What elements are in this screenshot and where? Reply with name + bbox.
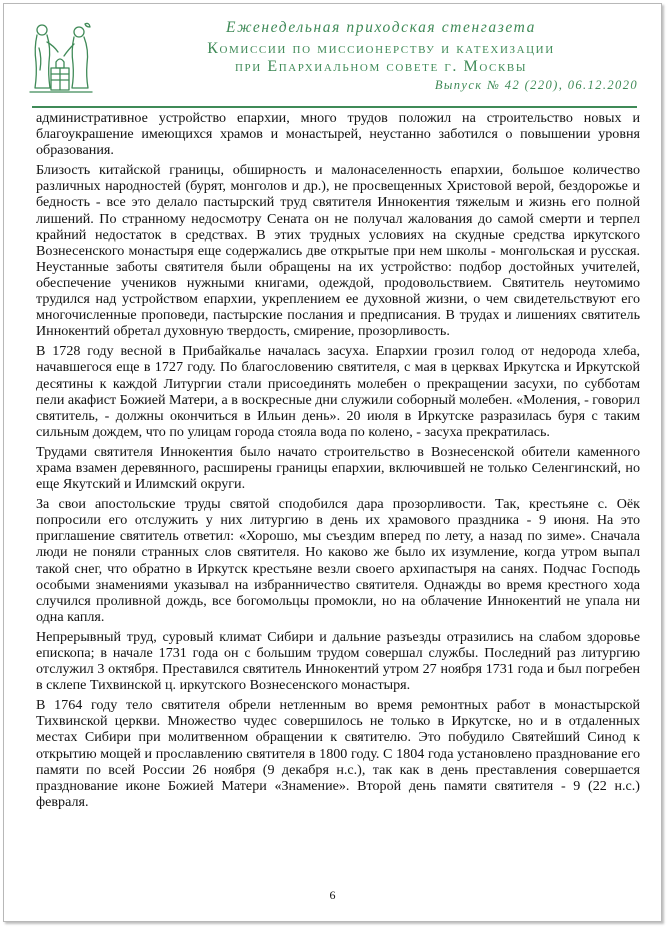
- paragraph: За свои апостольские труды святой сподобился дара прозорливости. Так, крестьяне с. Оёк попросили его отслужить у них литургию в день их храмового праздника - 9 июня. На это приглашение святитель ответил: «Хорошо, мы съездим вперед по лету, а назад по зиме». Сначала люди не поняли странных слов святителя. Но каково же было их изумление, когда утром выпал такой снег, что обратно в Иркутск крестьяне везли своего архипастыря на санях. Подчас Господь особыми знамениями указывал на избранничество святителя. Однажды во время крестного хода случился проливной дождь, все богомольцы промокли, но на облачение Иннокентий не упала ни одна капля.: [36, 496, 640, 625]
- masthead: [124, 18, 638, 93]
- issue-info: Выпуск № 42 (220), 06.12.2020: [434, 78, 638, 92]
- paragraph: В 1728 году весной в Прибайкалье началась засуха. Епархии грозил голод от недорода хлеба, начавшегося еще в 1727 году. По благословению святителя, с мая в церквах Иркутска и Иркутской десятины к каждой Литургии стали присоединять молебен о прекращении засухи, по субботам пели акафист Божией Матери, а в воскресные дни служили соборный молебен. «Моления, - говорил святитель, - должны окончиться в Ильин день». 20 июля в Иркутске разразилась буря с таким сильным дождем, что по улицам города стояла вода по колено, - засуха прекратилась.: [36, 343, 640, 440]
- masthead-publisher: Комиссии по миссионерству и катехизации: [207, 40, 555, 57]
- paragraph: В 1764 году тело святителя обрели нетленным во время ремонтных работ в монастырской Тихвинской церкви. Множество чудес совершилось не только в Иркутске, но и в отдаленных местах Сибири при молитвенном обращении к святителю. Это побудило Святейший Синод к открытию мощей и прославлению святителя в 1800 году. С 1804 года установлено празднование его памяти по всей России 26 ноября (9 декабря н.с.), так как в день преставления совершается празднование иконе Божией Матери «Знамение». Второй день памяти святителя - 9 (22 н.с.) февраля.: [36, 697, 640, 810]
- paragraph: административное устройство епархии, много трудов положил на строительство новых и благоукрашение имеющихся храмов и монастырей, неустанно заботился о повышении уровня образования.: [36, 110, 640, 159]
- article-body: [36, 110, 640, 814]
- page-number: 6: [329, 888, 336, 902]
- paragraph: Близость китайской границы, обширность и малонаселенность епархии, большое количество различных народностей (бурят, монголов и др.), не просвещенных Христовой верой, бездорожье и бедность - все это делало пастырский труд святителя Иннокентия тяжелым и жизнь его полной лишений. По странному недосмотру Сената он не получал жалования до самой смерти и терпел крайний недостаток в средствах. В этих трудных условиях на скудные средства иркутского Вознесенского монастыря еще содержались две открытые при нем школы - монгольская и русская. Неустанные заботы святителя были обращены на их устройство: подбор достойных учителей, обеспечение учеников нужными книгами, одеждой, продовольствием. Святитель неутомимо трудился над устройством епархии, укреплением ее духовной жизни, о чем свидетельствуют его многочисленные проповеди, пастырские послания и предписания. В трудах и лишениях святитель Иннокентий обретал духовную твердость, смирение, прозорливость.: [36, 162, 640, 340]
- header-divider: [32, 106, 637, 108]
- paragraph: Трудами святителя Иннокентия было начато строительство в Вознесенской обители каменного храма взамен деревянного, расширены границы епархии, включившей не только Селенгинский, но еще Якутский и Илимский округи.: [36, 443, 640, 493]
- masthead-title: Еженедельная приходская стенгазета: [226, 19, 536, 36]
- page-frame: [3, 3, 662, 922]
- newspaper-header: [4, 4, 661, 104]
- samaritan-woman-at-well-logo: [26, 18, 94, 96]
- paragraph: Непрерывный труд, суровый климат Сибири и дальние разъезды отразились на слабом здоровье епископа; в начале 1731 года он с большим трудом совершал службы. Последний раз литургию отслужил 3 октября. Преставился святитель Иннокентий утром 27 ноября 1731 года и был погребен в склепе Тихвинской ц. иркутского Вознесенского монастыря.: [36, 628, 640, 694]
- masthead-council: при Епархиальном совете г. Москвы: [234, 58, 528, 75]
